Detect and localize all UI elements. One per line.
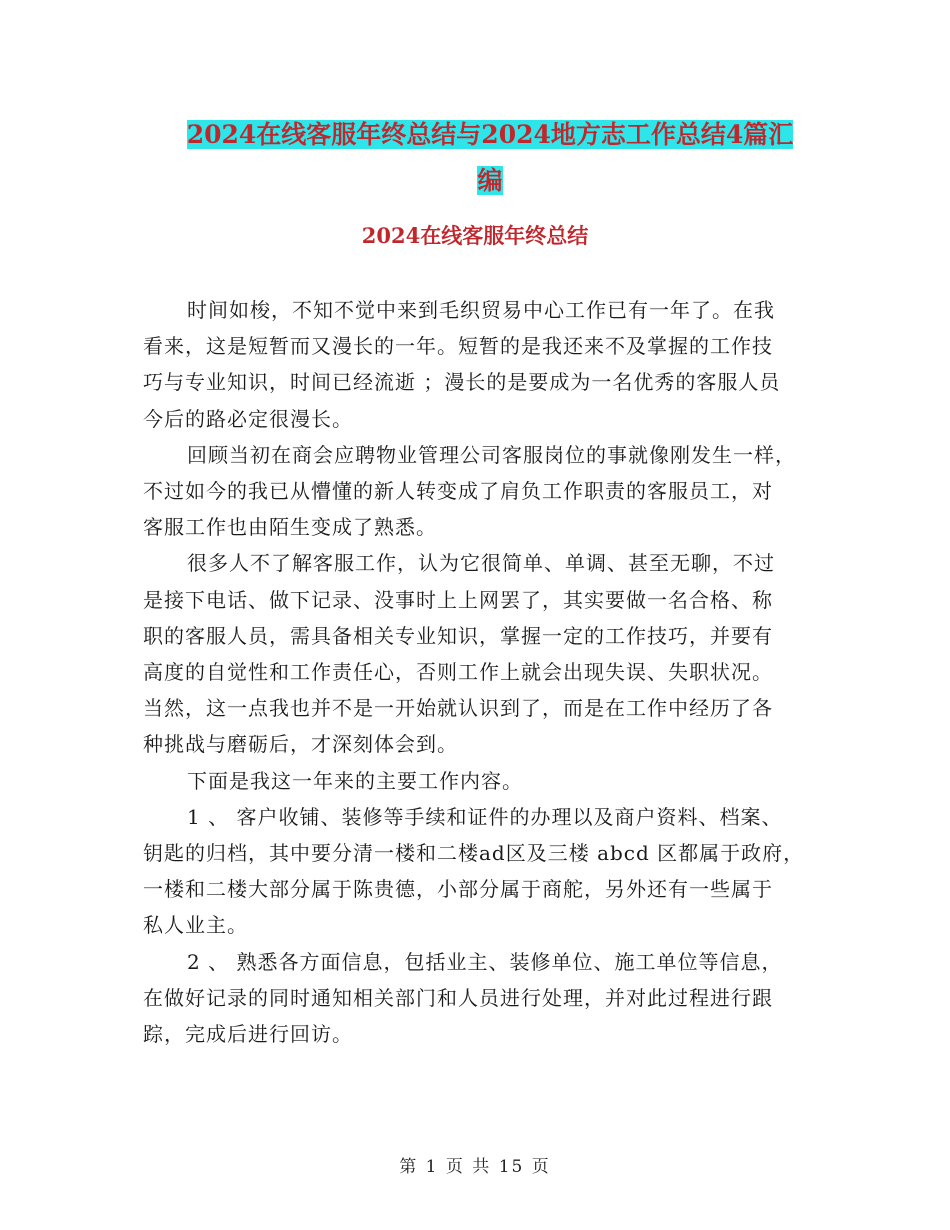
paragraph bbox=[143, 545, 808, 762]
paragraph-line: 高度的自觉性和工作责任心，否则工作上就会出现失误、失职状况。 bbox=[143, 660, 773, 685]
paragraph bbox=[143, 292, 808, 437]
paragraph bbox=[143, 437, 808, 546]
paragraph-line: 种挑战与磨砺后，才深刻体会到。 bbox=[143, 732, 458, 757]
title-line-2: 编 bbox=[477, 166, 503, 195]
paragraph-line: 踪，完成后进行回访。 bbox=[143, 1022, 353, 1047]
paragraph-line: 私人业主。 bbox=[143, 913, 248, 938]
paragraph-line: 客服工作也由陌生变成了熟悉。 bbox=[143, 515, 437, 540]
paragraph-line: 很多人不了解客服工作，认为它很简单、单调、甚至无聊，不过 bbox=[187, 551, 775, 576]
paragraph-line: 在做好记录的同时通知相关部门和人员进行处理，并对此过程进行跟 bbox=[143, 985, 773, 1010]
paragraph-line: 看来，这是短暂而又漫长的一年。短暂的是我还来不及掌握的工作技 bbox=[143, 334, 773, 359]
paragraph-line: 时间如梭，不知不觉中来到毛织贸易中心工作已有一年了。在我 bbox=[187, 298, 775, 322]
paragraph-line: 巧与专业知识，时间已经流逝 ；漫长的是要成为一名优秀的客服人员 bbox=[143, 370, 781, 395]
paragraph-line: 回顾当初在商会应聘物业管理公司客服岗位的事就像刚发生一样， bbox=[187, 442, 796, 467]
paragraph-line: 一楼和二楼大部分属于陈贵德，小部分属于商舵，另外还有一些属于 bbox=[143, 877, 773, 902]
paragraph-line: 下面是我这一年来的主要工作内容。 bbox=[187, 768, 523, 793]
paragraph bbox=[143, 763, 808, 799]
paragraph-line: 钥匙的归档，其中要分清一楼和二楼ad区及三楼 abcd 区都属于政府， bbox=[143, 841, 805, 866]
page-footer: 第 1 页 共 15 页 bbox=[399, 1157, 551, 1177]
document-body bbox=[143, 292, 808, 1052]
paragraph-line: 是接下电话、做下记录、没事时上上网罢了，其实要做一名合格、称 bbox=[143, 587, 773, 612]
paragraph-line: 职的客服人员，需具备相关专业知识，掌握一定的工作技巧，并要有 bbox=[143, 623, 773, 648]
title-line-1: 2024在线客服年终总结与2024地方志工作总结4篇汇 bbox=[186, 120, 794, 149]
section-title: 2024在线客服年终总结 bbox=[361, 223, 589, 248]
paragraph bbox=[143, 799, 808, 944]
paragraph-line: 不过如今的我已从懵懂的新人转变成了肩负工作职责的客服员工，对 bbox=[143, 479, 773, 504]
paragraph-line: 当然，这一点我也并不是一开始就认识到了，而是在工作中经历了各 bbox=[143, 696, 773, 721]
paragraph-line: 今后的路必定很漫长。 bbox=[143, 406, 353, 431]
paragraph bbox=[143, 944, 808, 1053]
paragraph-line: 2 、 熟悉各方面信息，包括业主、装修单位、施工单位等信息， bbox=[187, 949, 783, 974]
document-title bbox=[140, 112, 840, 204]
paragraph-line: 1 、 客户收铺、装修等手续和证件的办理以及商户资料、档案、 bbox=[187, 804, 783, 829]
